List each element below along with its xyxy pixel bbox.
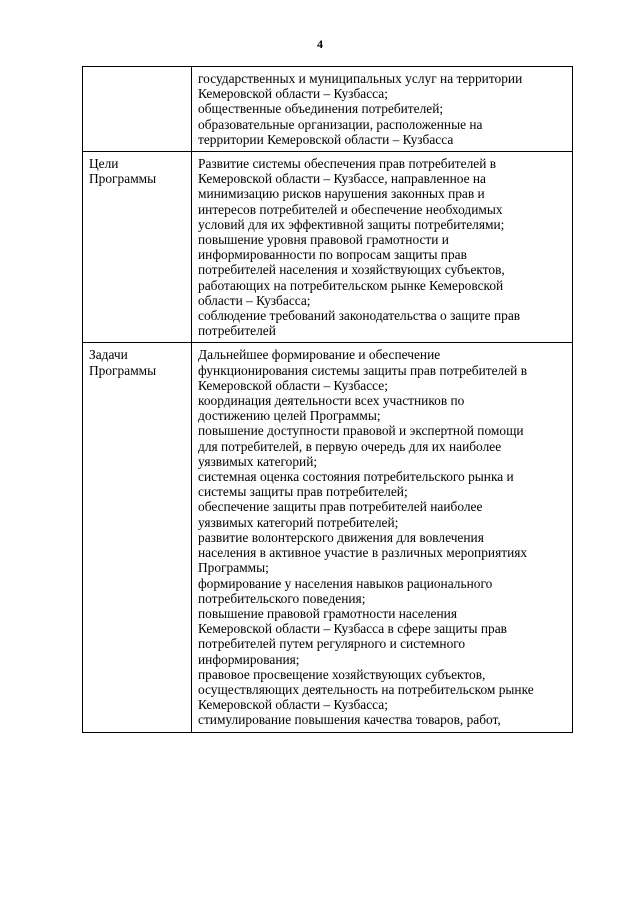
row-content-line: интересов потребителей и обеспечение необходимых [198, 201, 503, 217]
row-content-line: потребителей путем регулярного и системного [198, 636, 466, 652]
table-row [83, 67, 573, 152]
row-content-line: системы защиты прав потребителей; [198, 484, 408, 500]
row-content-line: Кемеровской области – Кузбасса в сфере защиты прав [198, 621, 507, 637]
row-content-line: повышение уровня правовой грамотности и [198, 232, 449, 248]
row-content-line: минимизацию рисков нарушения законных прав и [198, 186, 485, 202]
row-content-line: повышение доступности правовой и экспертной помощи [198, 423, 524, 439]
row-content-cell [192, 152, 573, 343]
row-content-cell [192, 343, 573, 732]
row-label-line: Программы [89, 362, 157, 378]
row-content-line: работающих на потребительском рынке Кемеровской [198, 277, 504, 293]
row-content-line: уязвимых категорий; [198, 453, 318, 469]
row-content-line: государственных и муниципальных услуг на территории [198, 71, 523, 86]
row-content-line: общественные объединения потребителей; [198, 101, 444, 117]
row-content-line: потребителей населения и хозяйствующих субъектов, [198, 262, 505, 278]
table-row [83, 343, 573, 732]
table-row [83, 152, 573, 343]
page-number: 4 [317, 37, 323, 51]
row-content-line: стимулирование повышения качества товаров, работ, [198, 712, 501, 728]
row-content-line: Кемеровской области – Кузбассе; [198, 377, 388, 393]
row-content-line: информирования; [198, 651, 300, 667]
row-content-line: правовое просвещение хозяйствующих субъектов, [198, 666, 486, 682]
program-passport-table [82, 66, 573, 733]
row-content-line: функционирования системы защиты прав потребителей в [198, 362, 528, 378]
row-content-line: условий для их эффективной защиты потребителями; [198, 216, 505, 232]
row-content-line: Кемеровской области – Кузбасса; [198, 86, 388, 102]
row-content-line: системная оценка состояния потребительского рынка и [198, 469, 514, 485]
row-content-line: соблюдение требований законодательства о защите прав [198, 308, 521, 324]
row-content-line: Кемеровской области – Кузбасса; [198, 697, 388, 713]
row-content-line: Развитие системы обеспечения прав потребителей в [198, 156, 497, 172]
row-label-line: Цели [89, 156, 119, 172]
row-content-line: потребителей [198, 323, 276, 339]
row-content-line: информированности по вопросам защиты прав [198, 247, 467, 263]
row-content-line: обеспечение защиты прав потребителей наиболее [198, 499, 483, 515]
row-content-line: уязвимых категорий потребителей; [198, 514, 399, 530]
table-body [83, 67, 573, 733]
row-content-line: образовательные организации, расположенные на [198, 116, 483, 132]
row-content-line: Кемеровской области – Кузбассе, направленное на [198, 171, 487, 187]
row-content-line: территории Кемеровской области – Кузбасса [198, 131, 454, 147]
row-content-line: формирование у населения навыков рационального [198, 575, 493, 591]
row-content-line: Программы; [198, 560, 269, 576]
row-content-line: области – Кузбасса; [198, 292, 311, 308]
row-label-line: Задачи [89, 347, 128, 363]
row-content-cell [192, 67, 573, 152]
row-label-cell [83, 67, 192, 152]
row-content-line: потребительского поведения; [198, 590, 366, 606]
row-content-line: для потребителей, в первую очередь для их наиболее [198, 438, 502, 454]
row-label-cell [83, 343, 192, 732]
row-content-line: координация деятельности всех участников по [198, 393, 465, 409]
row-content-line: развитие волонтерского движения для вовлечения [198, 529, 484, 545]
row-content-line: осуществляющих деятельность на потребительском рынке [198, 681, 534, 697]
row-content-line: повышение правовой грамотности населения [198, 605, 457, 621]
row-label-cell [83, 152, 192, 343]
row-content-line: населения в активное участие в различных мероприятиях [198, 545, 528, 561]
row-label-line: Программы [89, 171, 157, 187]
row-content-line: Дальнейшее формирование и обеспечение [198, 347, 441, 363]
row-content-line: достижению целей Программы; [198, 408, 381, 424]
